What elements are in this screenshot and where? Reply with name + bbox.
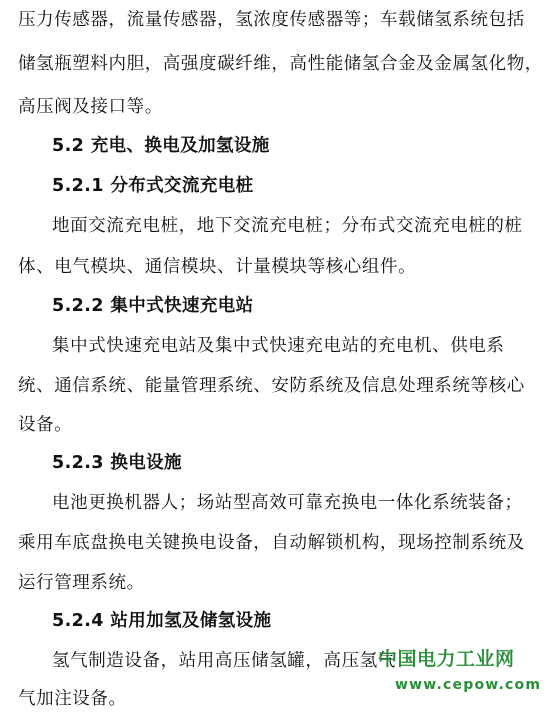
- paragraph-line: 地面交流充电桩，地下交流充电桩；分布式交流充电桩的桩: [52, 216, 523, 236]
- paragraph-line: 乘用车底盘换电关键换电设备，自动解锁机构，现场控制系统及: [18, 533, 525, 553]
- section-heading-5-2-3: 5.2.3 换电设施: [52, 453, 182, 473]
- paragraph-line: 压力传感器，流量传感器，氢浓度传感器等；车载储氢系统包括: [18, 10, 525, 30]
- paragraph-line: 统、通信系统、能量管理系统、安防系统及信息处理系统等核心: [18, 376, 525, 396]
- watermark-title: 中国电力工业网: [378, 648, 515, 670]
- paragraph-line: 电池更换机器人；场站型高效可靠充换电一体化系统装备；: [52, 493, 523, 513]
- section-heading-5-2-1: 5.2.1 分布式交流充电桩: [52, 176, 254, 196]
- section-heading-5-2: 5.2 充电、换电及加氢设施: [52, 136, 270, 156]
- paragraph-line: 集中式快速充电站及集中式快速充电站的充电机、供电系: [52, 336, 505, 356]
- paragraph-line: 体、电气模块、通信模块、计量模块等核心组件。: [18, 257, 417, 277]
- paragraph-line: 高压阀及接口等。: [18, 97, 163, 117]
- paragraph-line: 储氢瓶塑料内胆，高强度碳纤维，高性能储氢合金及金属氢化物，: [18, 54, 543, 74]
- section-heading-5-2-2: 5.2.2 集中式快速充电站: [52, 296, 254, 316]
- section-heading-5-2-4: 5.2.4 站用加氢及储氢设施: [52, 611, 272, 631]
- paragraph-line: 运行管理系统。: [18, 573, 145, 593]
- paragraph-line: 氢气制造设备，站用高压储氢罐，高压氢气: [52, 651, 396, 671]
- paragraph-line: 设备。: [18, 415, 73, 435]
- paragraph-line: 气加注设备。: [18, 689, 127, 709]
- watermark-url: www.cepow.com: [395, 677, 542, 693]
